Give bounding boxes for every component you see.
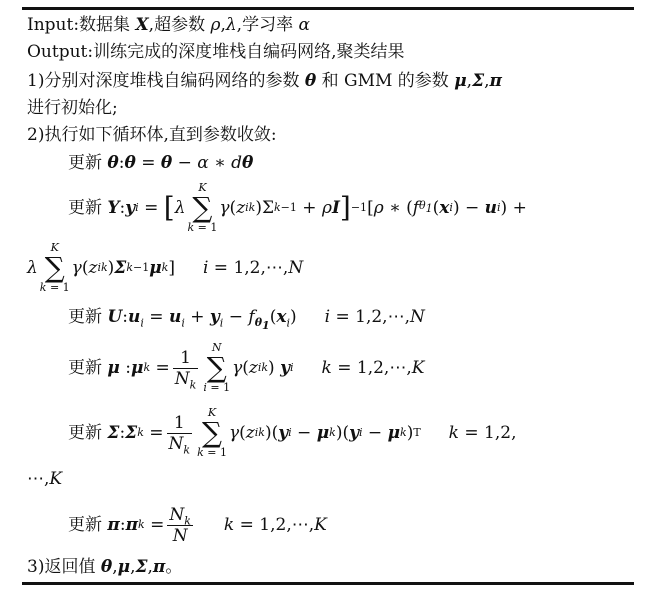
update-sigma-line: 更新 Σ : Σ k = $\frac{1}{N_k}$ K ∑ k = 1 γ ( z ik )( y i − μ k )( y i − μ k ) T k = 1,2, [68,406,517,459]
update-u-line: 更新 $U:u_i = u_i + y_i - f_{\theta_1}(x_i) i$ = 1,2,⋯,N [68,307,425,333]
update-y-line-cont: λ K ∑ k = 1 γ ( z ik ) Σ k −1 μ k ] i = 1,2,⋯, N [27,241,304,294]
update-theta-line: 更新 θ:θ = θ − α ∗ dθ [68,153,254,173]
bottom-rule [22,582,634,585]
input-line: Input:数据集 X,超参数 ρ,λ,学习率 α [27,15,310,35]
step1-line: 1)分别对深度堆栈自编码网络的参数 θ 和 GMM 的参数 μ,Σ,π [27,71,502,91]
step1-line-cont: 进行初始化; [27,98,118,118]
update-pi-line: 更新 π : π k = $\frac{N_k}{N}$ k = 1,2,⋯, K [68,504,327,546]
step3-line: 3)返回值 θ,μ,Σ,π。 [27,557,183,577]
update-mu-line: 更新 μ : μ k = $\frac{1}{N_k}$ N ∑ i = 1 γ ( z ik ) y i k = 1,2,⋯, K [68,341,425,394]
top-rule [22,7,634,10]
step2-line: 2)执行如下循环体,直到参数收敛: [27,125,277,145]
output-line: Output:训练完成的深度堆栈自编码网络,聚类结果 [27,42,405,62]
update-y-line: 更新 Y : y i = [ λ K ∑ k = 1 γ ( z ik )Σ k −1 + ρ I ] −1 [ ρ ∗ ( f $\theta_1$ ( x i ) − u i ) + [68,181,527,234]
update-sigma-line-cont: ⋯,K [27,469,63,489]
